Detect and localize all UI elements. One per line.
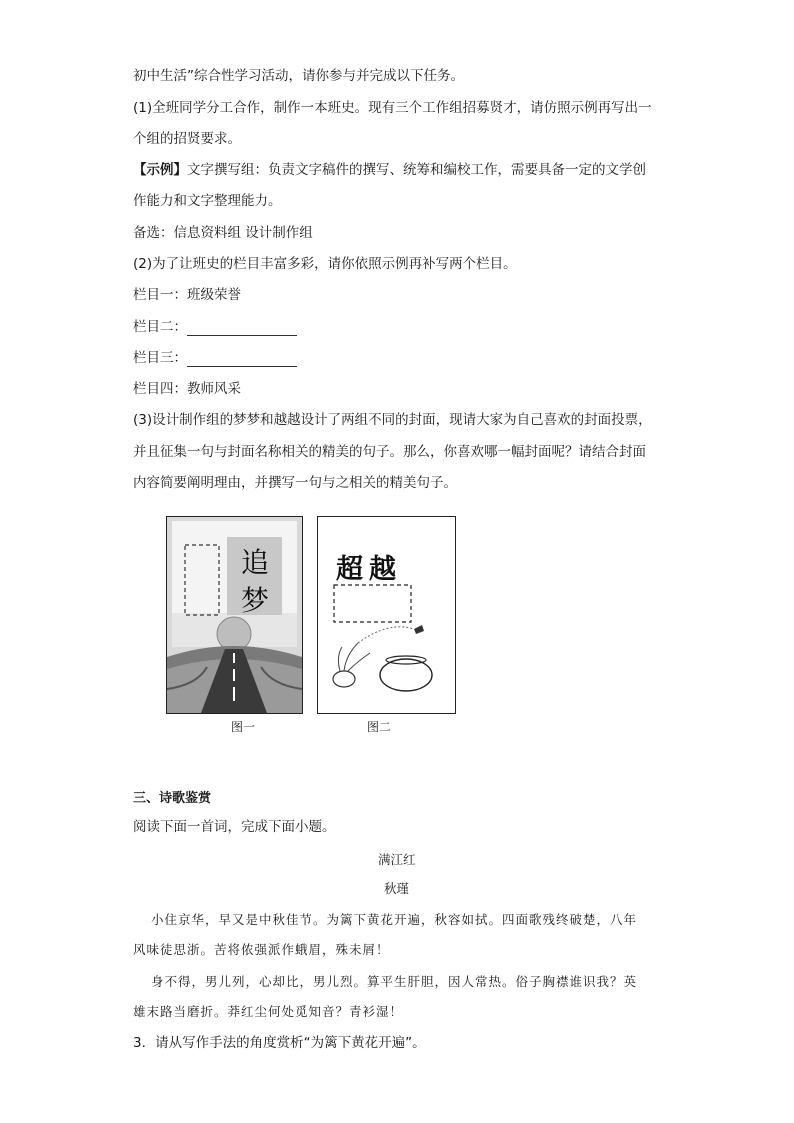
- column-2-blank[interactable]: [187, 321, 297, 336]
- column-4: 栏目四：教师风采: [133, 381, 241, 397]
- cover-1-title-bottom: 梦: [240, 584, 269, 617]
- task-1-prompt: (1)全班同学分工合作，制作一本班史。现有三个工作组招募贤才，请仿照示例再写出一: [133, 100, 652, 116]
- options-line: 备选：信息资料组 设计制作组: [133, 225, 313, 241]
- text-line: 个组的招贤要求。: [133, 131, 241, 147]
- poem-line: 小住京华，早又是中秋佳节。为篱下黄花开遍，秋容如拭。四面歌残终破楚，八年: [151, 912, 638, 927]
- example-text: 文字撰写组：负责文字稿件的撰写、统筹和编校工作，需要具备一定的文学创: [187, 162, 646, 178]
- text-line: 初中生活”综合性学习活动，请你参与并完成以下任务。: [133, 68, 464, 84]
- figure-2-caption: 图二: [367, 720, 392, 734]
- poem-line: 身不得，男儿列，心却比，男儿烈。算平生肝胆，因人常热。俗子胸襟谁识我？英: [151, 974, 638, 989]
- text-line: 并且征集一句与封面名称相关的精美的句子。那么，你喜欢哪一幅封面呢？请结合封面: [133, 444, 646, 460]
- section-heading: 三、诗歌鉴赏: [133, 791, 212, 806]
- poem-author: 秋瑾: [384, 881, 410, 896]
- cover-2-title: 超越: [336, 554, 402, 585]
- cover-1-title-top: 追: [240, 546, 269, 579]
- figure-1-caption: 图一: [231, 720, 256, 734]
- column-3-blank[interactable]: [187, 352, 297, 367]
- cover-figure-2: [317, 516, 456, 714]
- task-2-prompt: (2)为了让班史的栏目丰富多彩，请你依照示例再补写两个栏目。: [133, 256, 517, 272]
- poem-line: 风味徒思浙。苦将侬强派作蛾眉，殊未屑！: [133, 942, 390, 957]
- column-2: [133, 318, 297, 336]
- column-2-label: 栏目二：: [133, 319, 187, 335]
- column-1: 栏目一：班级荣誉: [133, 287, 241, 303]
- text-line: 作能力和文字整理能力。: [133, 193, 282, 209]
- poem-line: 雄末路当磨折。莽红尘何处觅知音？青衫湿！: [133, 1004, 404, 1019]
- section-intro: 阅读下面一首词，完成下面小题。: [133, 819, 336, 835]
- example-tag: 【示例】: [133, 162, 187, 178]
- task-3-prompt: (3)设计制作组的梦梦和越越设计了两组不同的封面，现请大家为自己喜欢的封面投票，: [133, 412, 652, 428]
- example-line: [133, 161, 646, 179]
- column-3: [133, 349, 297, 367]
- text-line: 内容简要阐明理由，并撰写一句与之相关的精美句子。: [133, 475, 457, 491]
- cover-figure-1: [166, 516, 303, 714]
- poem-title: 满江红: [378, 852, 416, 867]
- question-3: 3．请从写作手法的角度赏析“为篱下黄花开遍”。: [133, 1035, 426, 1051]
- column-3-label: 栏目三：: [133, 350, 187, 366]
